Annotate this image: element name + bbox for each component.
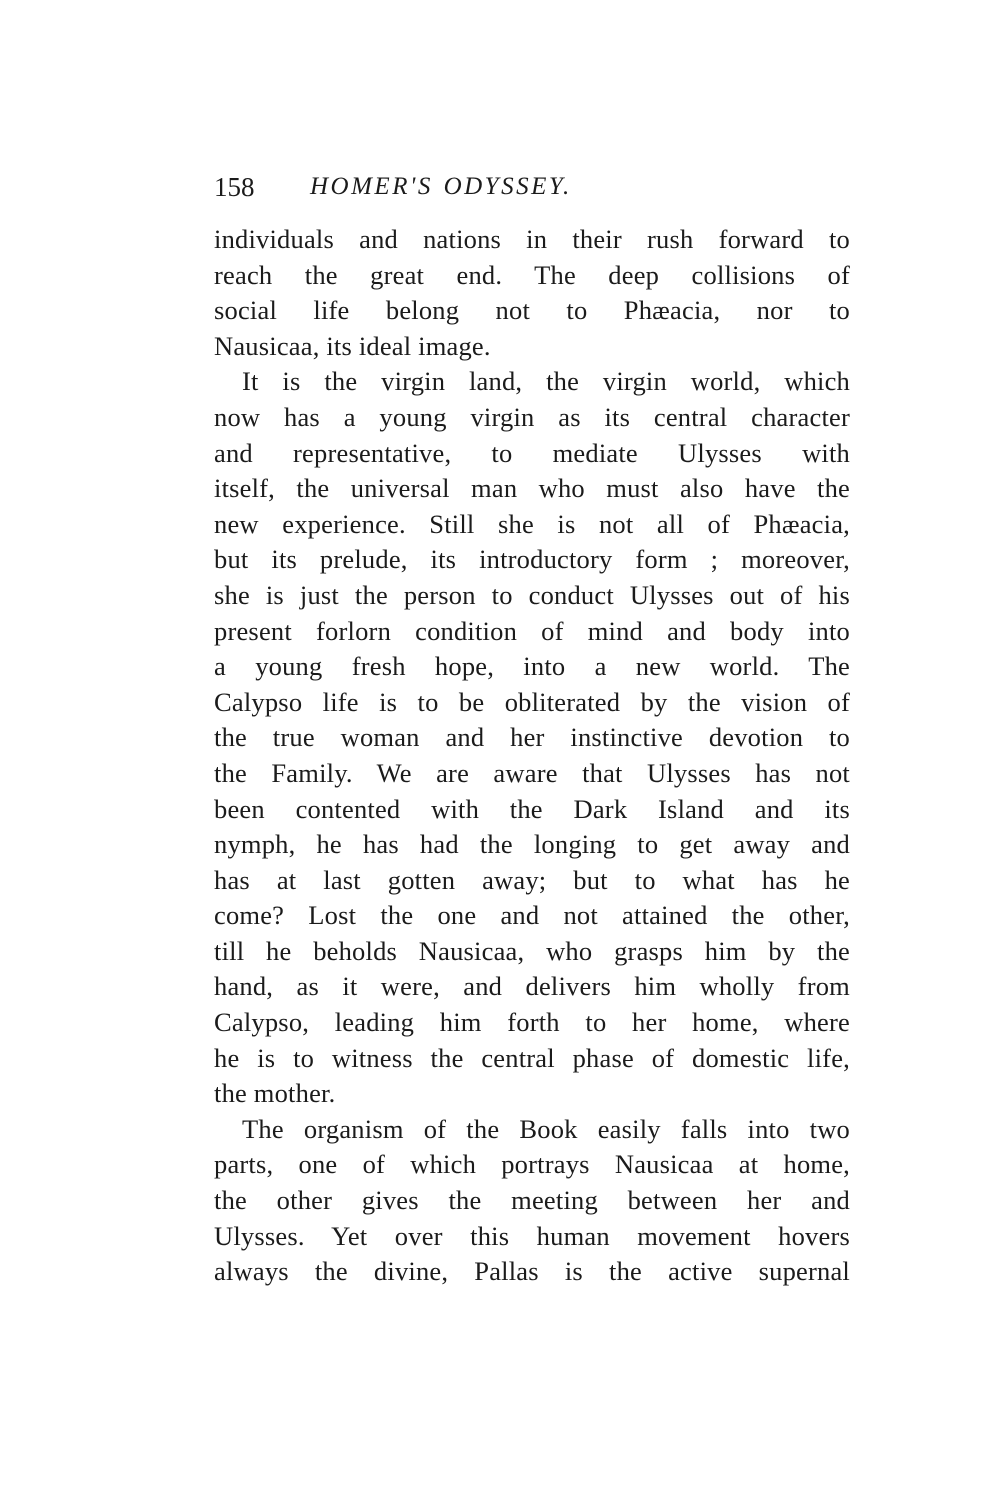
text-line: nymph, he has had the longing to get away and <box>214 829 850 860</box>
text-line: the mother. <box>214 1078 336 1109</box>
text-line: reach the great end. The deep collisions of <box>214 259 850 290</box>
text-line: been contented with the Dark Island and its <box>214 793 850 824</box>
text-line: Calypso life is to be obliterated by the vision of <box>214 686 850 717</box>
text-line: till he beholds Nausicaa, who grasps him by the <box>214 935 850 966</box>
text-line: individuals and nations in their rush forward to <box>214 224 850 254</box>
text-line: she is just the person to conduct Ulysses out of his <box>214 579 850 610</box>
text-line: the true woman and her instinctive devotion to <box>214 722 850 753</box>
text-line: come? Lost the one and not attained the other, <box>214 900 850 931</box>
text-line: present forlorn condition of mind and body into <box>214 615 850 646</box>
text-line: The organism of the Book easily falls into two <box>242 1113 850 1144</box>
text-line: and representative, to mediate Ulysses with <box>214 437 850 468</box>
text-line: Calypso, leading him forth to her home, where <box>214 1007 850 1038</box>
text-line: he is to witness the central phase of domestic life, <box>214 1042 850 1073</box>
text-line: the Family. We are aware that Ulysses has not <box>214 757 850 788</box>
text-line: Nausicaa, its ideal image. <box>214 330 491 361</box>
running-head: HOMER'S ODYSSEY. <box>310 173 572 200</box>
text-line: parts, one of which portrays Nausicaa at home, <box>214 1149 850 1180</box>
text-line: Ulysses. Yet over this human movement hovers <box>214 1220 850 1251</box>
page-number: 158 <box>214 172 255 202</box>
text-line: itself, the universal man who must also have the <box>214 473 850 504</box>
text-line: always the divine, Pallas is the active supernal <box>214 1256 850 1287</box>
text-line: the other gives the meeting between her and <box>214 1185 850 1216</box>
text-line: new experience. Still she is not all of Phæacia, <box>214 508 850 539</box>
body-text <box>214 222 850 1290</box>
text-line: hand, as it were, and delivers him wholly from <box>214 971 850 1002</box>
text-line: social life belong not to Phæacia, nor to <box>214 295 850 326</box>
text-line: but its prelude, its introductory form ; moreover, <box>214 544 850 575</box>
text-line: a young fresh hope, into a new world. The <box>214 651 850 682</box>
text-line: now has a young virgin as its central character <box>214 401 850 432</box>
text-line: It is the virgin land, the virgin world, which <box>242 366 850 397</box>
text-line: has at last gotten away; but to what has he <box>214 864 850 895</box>
page-header <box>214 172 850 212</box>
